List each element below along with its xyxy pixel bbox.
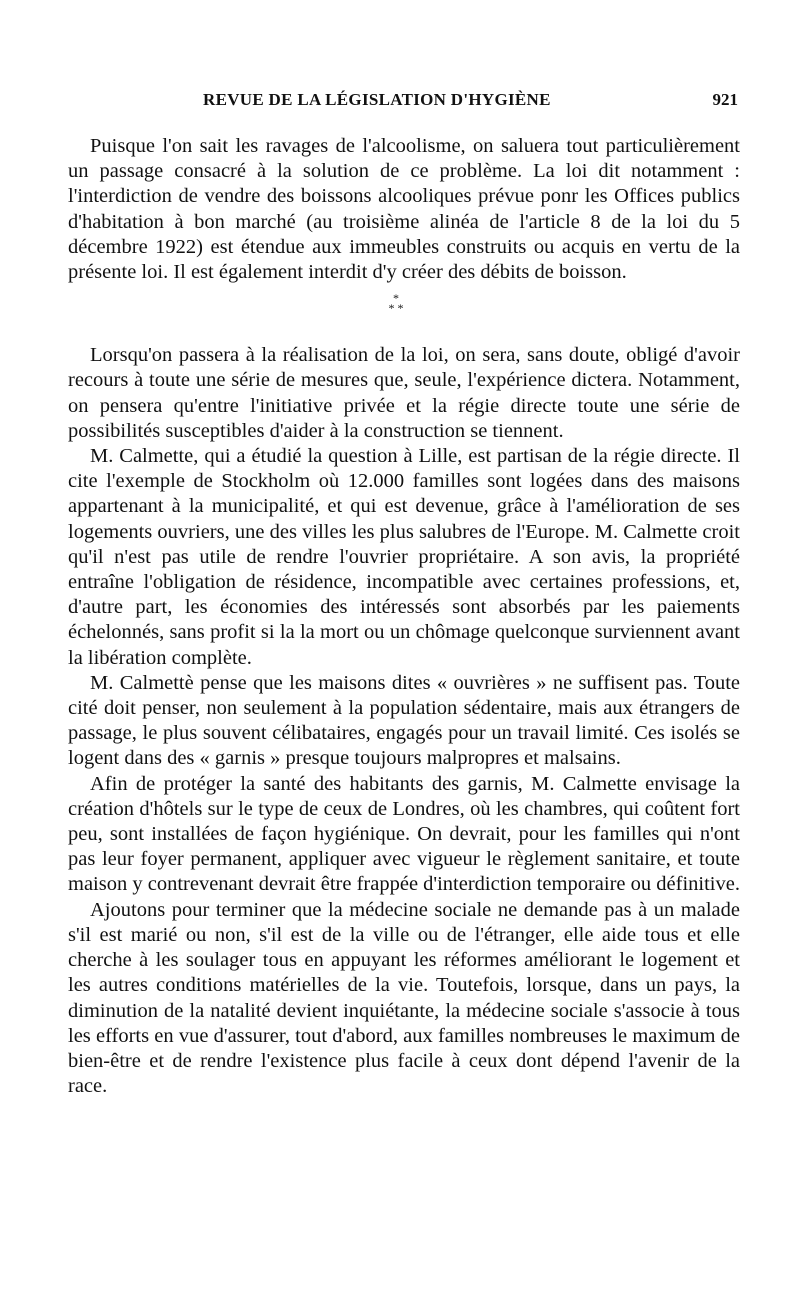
section-separator xyxy=(68,285,740,343)
page-number: 921 xyxy=(712,90,738,109)
paragraph-conclusion: Ajoutons pour terminer que la médecine sociale ne demande pas à un malade s'il est marié ou non, s'il est de la ville ou de l'étranger, elle aide tous et elle cherche à les soulager tous en appuyant les réformes améliorant le logement et les autres conditions matérielles de la vie. Toutefois, lorsque, dans un pays, la diminution de la natalité devient inquiétante, la médecine sociale s'associe à tous les efforts en vue d'assurer, tout d'abord, aux familles nombreuses le maximum de bien-être et de rendre l'existence plus facile à ceux dont dépend l'avenir de la race. xyxy=(68,898,740,1098)
separator-asterisk-bottom: * * xyxy=(388,301,404,316)
paragraph-alcoholism: Puisque l'on sait les ravages de l'alcoolisme, on saluera tout particulièrement un passage consacré à la solution de ce problème. La loi dit notamment : l'interdiction de vendre des boissons alcooliques prévue ponr les Offices publics d'habitation à bon marché (au troisième alinéa de l'article 8 de la loi du 5 décembre 1922) est étendue aux immeubles construits ou acquis en vertu de la présente loi. Il est également interdit d'y créer des débits de boisson. xyxy=(68,135,740,284)
paragraph-garnis: Afin de protéger la santé des habitants des garnis, M. Calmette envisage la création d'hôtels sur le type de ceux de Londres, où les chambres, qui coûtent fort peu, sont installées de façon hygiénique. On devrait, pour les familles qui n'ont pas leur foyer permanent, appliquer avec vigueur le règlement sanitaire, et toute maison y contrevenant devrait être frappée d'interdiction temporaire ou définitive. xyxy=(68,772,740,896)
article-body xyxy=(68,134,740,1099)
paragraph-maisons-ouvrieres: M. Calmettè pense que les maisons dites « ouvrières » ne suffisent pas. Toute cité doit penser, non seulement à la population sédentaire, mais aux étrangers de passage, le plus souvent célibataires, engagés pour un travail limité. Ces isolés se logent dans des « garnis » presque toujours malpropres et malsains. xyxy=(68,671,740,770)
paragraph-calmette-regie: M. Calmette, qui a étudié la question à Lille, est partisan de la régie directe. Il cite l'exemple de Stockholm où 12.000 familles sont logées dans des maisons appartenant à la municipalité, et qui est devenue, grâce à l'amélioration de ses logements ouvriers, une des villes les plus salubres de l'Europe. M. Calmette croit qu'il n'est pas utile de rendre l'ouvrier propriétaire. A son avis, la propriété entraîne l'obligation de résidence, incompatible avec certaines professions, et, d'autre part, les économies des intéressés sont absorbés par les paiements échelonnés, sans profit si la la mort ou un chômage quelconque surviennent avant la libération complète. xyxy=(68,445,740,669)
journal-title: REVUE DE LA LÉGISLATION D'HYGIÈNE xyxy=(203,90,551,109)
running-header xyxy=(68,90,738,114)
separator-asterisk-top: * xyxy=(393,291,399,306)
paragraph-realisation: Lorsqu'on passera à la réalisation de la loi, on sera, sans doute, obligé d'avoir recours à toute une série de mesures que, seule, l'expérience dictera. Notamment, on pensera qu'entre l'initiative privée et la régie directe toute une série de possibilités susceptibles d'aider à la construction se tiennent. xyxy=(68,344,740,442)
